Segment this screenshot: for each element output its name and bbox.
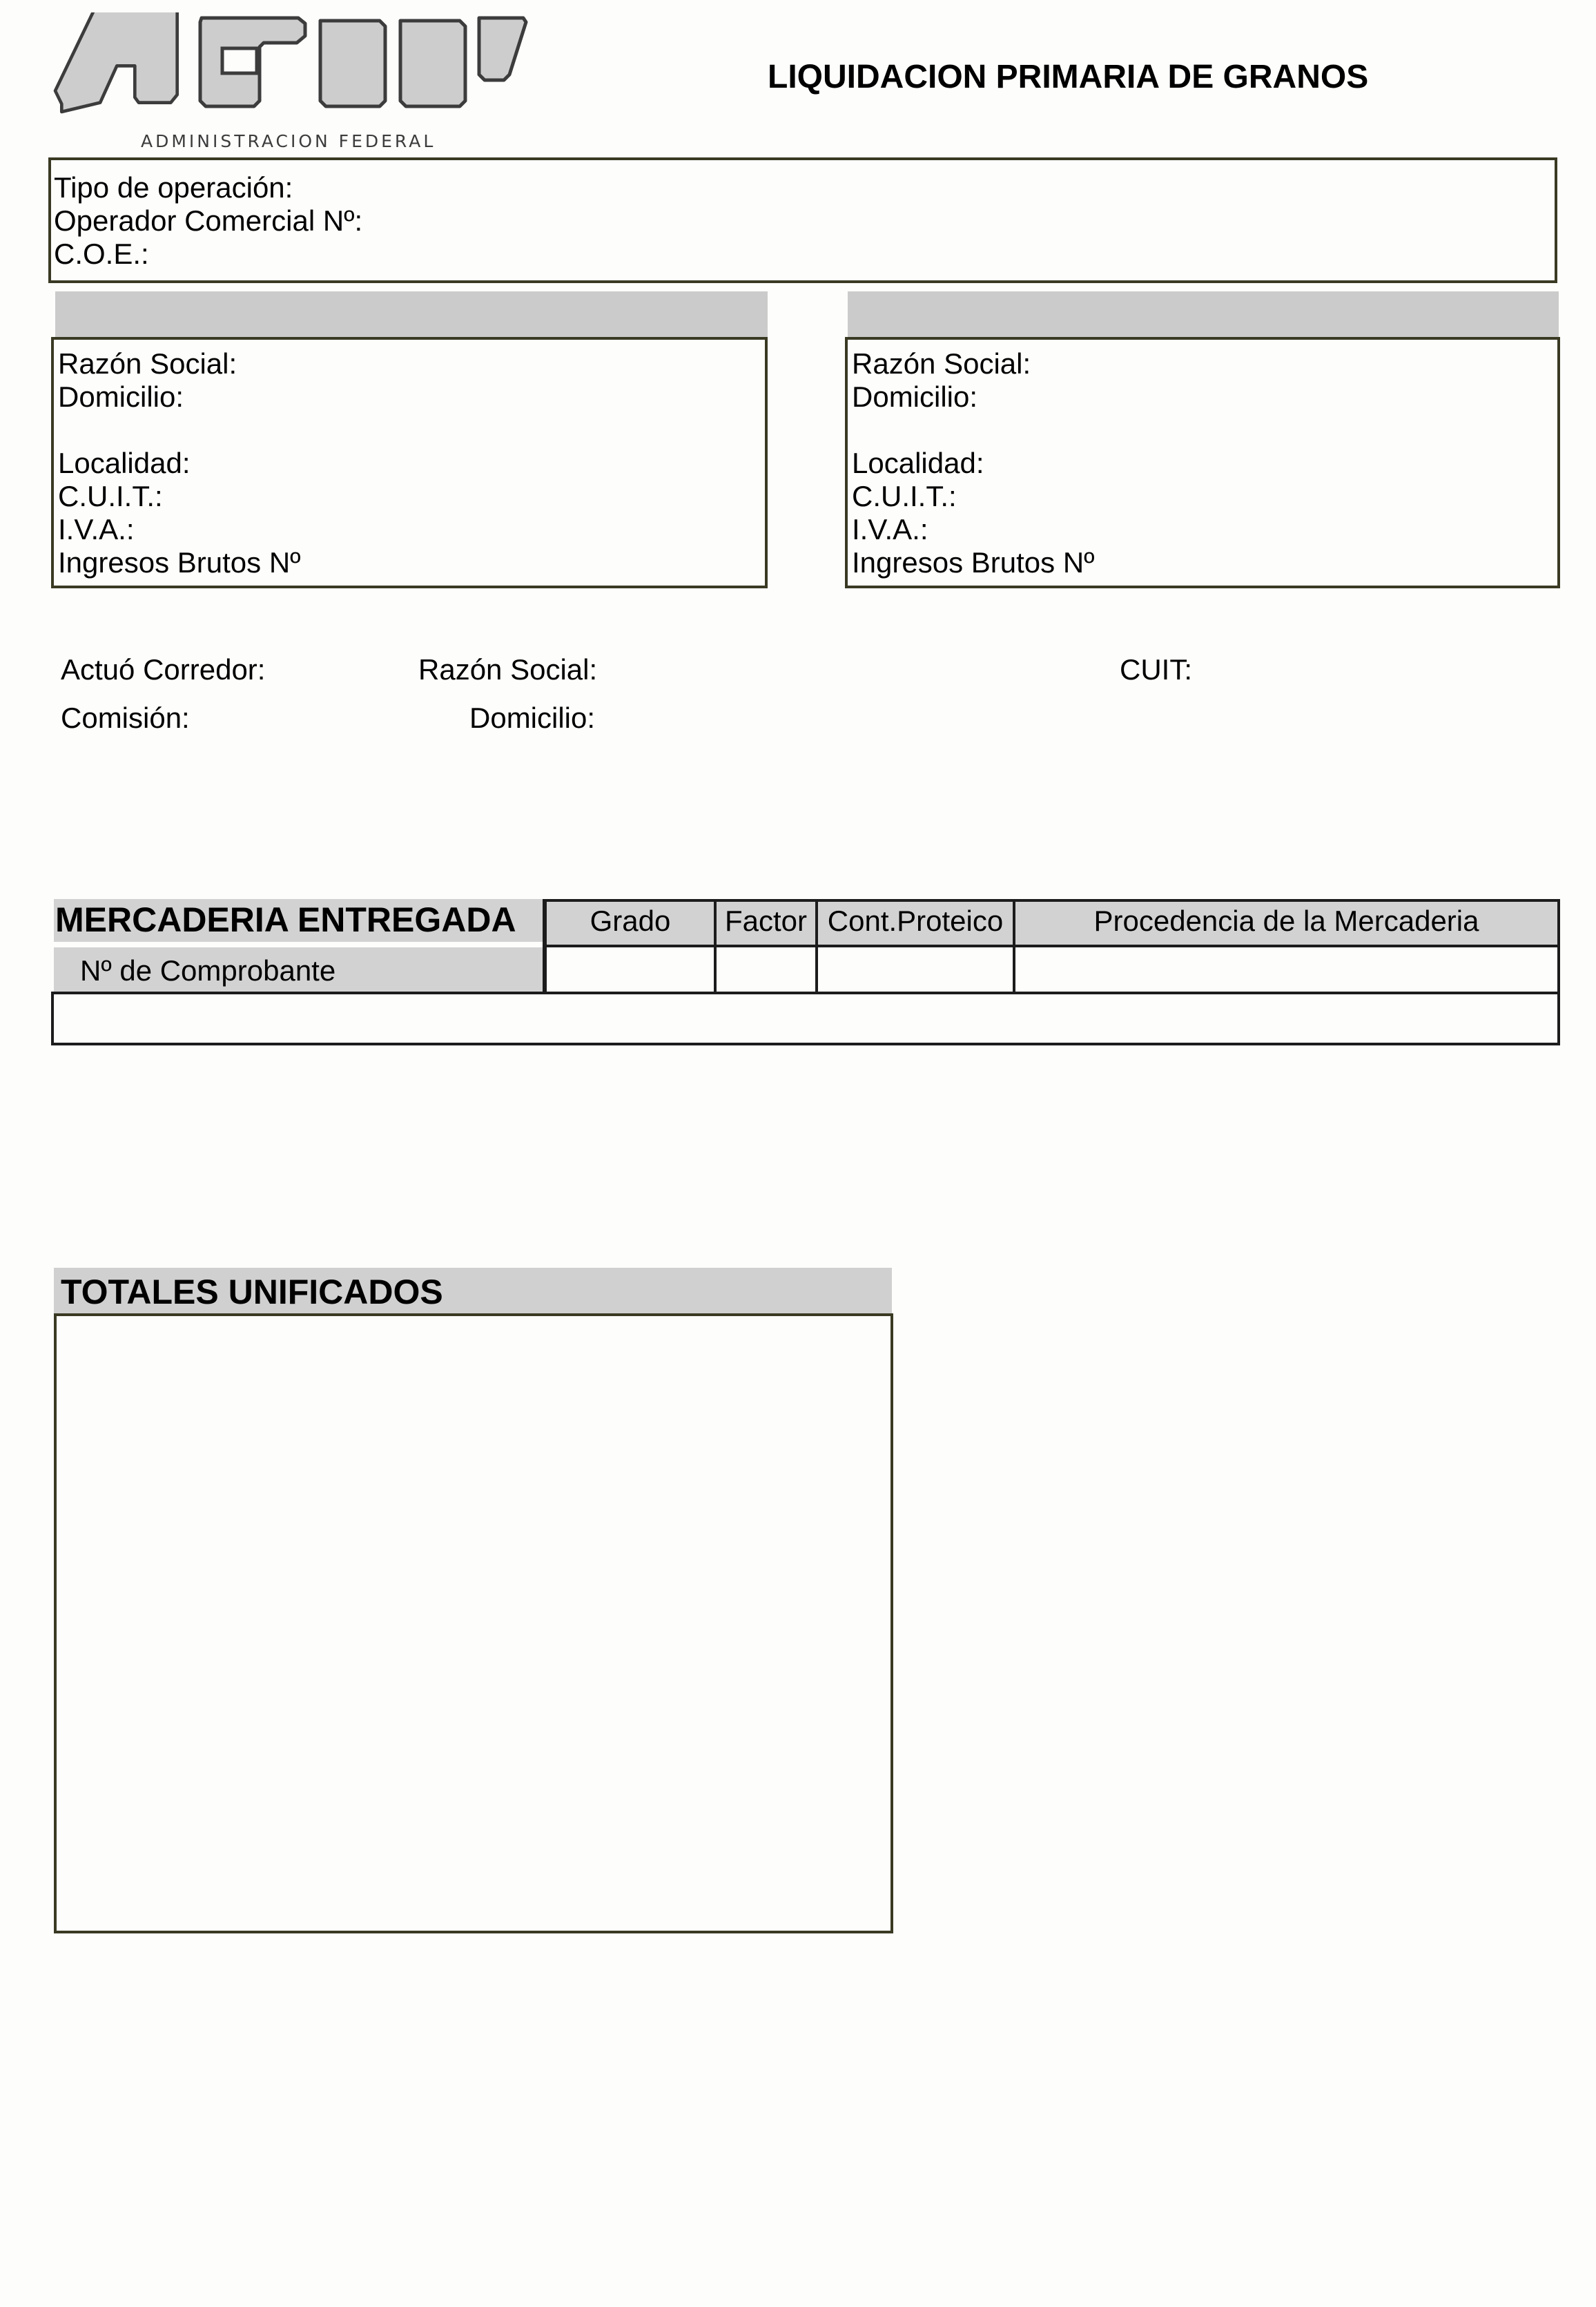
broker-cuit-label: CUIT: (1120, 653, 1192, 686)
coe-label: C.O.E.: (54, 238, 149, 270)
totals-box (54, 1313, 893, 1933)
page-title: LIQUIDACION PRIMARIA DE GRANOS (768, 59, 1369, 95)
party-left-cuit: C.U.I.T.: (58, 480, 163, 512)
party-left-localidad: Localidad: (58, 447, 191, 479)
party-right-domicilio: Domicilio: (852, 380, 978, 413)
operation-fields (54, 171, 362, 271)
merchandise-details-row (51, 992, 1560, 1045)
party-right-header (848, 291, 1559, 337)
party-left-fields (58, 347, 300, 579)
comprobante-label: Nº de Comprobante (54, 947, 545, 994)
merchandise-title: MERCADERIA ENTREGADA (54, 899, 545, 942)
totals-title: TOTALES UNIFICADOS (54, 1268, 892, 1315)
column-header-grado: Grado (544, 899, 717, 947)
column-header-cont-proteico: Cont.Proteico (815, 899, 1015, 947)
party-right-ingresos-brutos: Ingresos Brutos Nº (852, 546, 1095, 579)
party-right-localidad: Localidad: (852, 447, 984, 479)
value-procedencia (1013, 945, 1560, 994)
value-factor (714, 945, 818, 994)
tipo-operacion-label: Tipo de operación: (54, 171, 293, 204)
party-left-razon-social: Razón Social: (58, 347, 237, 380)
afip-logo (50, 12, 533, 151)
party-right-cuit: C.U.I.T.: (852, 480, 957, 512)
comision-label: Comisión: (61, 702, 190, 734)
afip-logo-icon (50, 12, 533, 116)
broker-domicilio-label: Domicilio: (469, 702, 596, 734)
column-header-procedencia: Procedencia de la Mercaderia (1013, 899, 1560, 947)
party-right-fields (852, 347, 1094, 579)
value-grado (544, 945, 717, 994)
actuo-corredor-label: Actuó Corredor: (61, 653, 266, 686)
party-right-razon-social: Razón Social: (852, 347, 1031, 380)
value-cont-proteico (815, 945, 1015, 994)
logo-caption: ADMINISTRACION FEDERAL (141, 131, 436, 151)
operador-comercial-label: Operador Comercial Nº: (54, 204, 363, 237)
column-header-factor: Factor (714, 899, 818, 947)
party-left-domicilio: Domicilio: (58, 380, 184, 413)
broker-razon-social-label: Razón Social: (418, 653, 598, 686)
party-left-ingresos-brutos: Ingresos Brutos Nº (58, 546, 301, 579)
party-right-iva: I.V.A.: (852, 513, 928, 546)
party-left-header (55, 291, 768, 337)
party-left-iva: I.V.A.: (58, 513, 135, 546)
